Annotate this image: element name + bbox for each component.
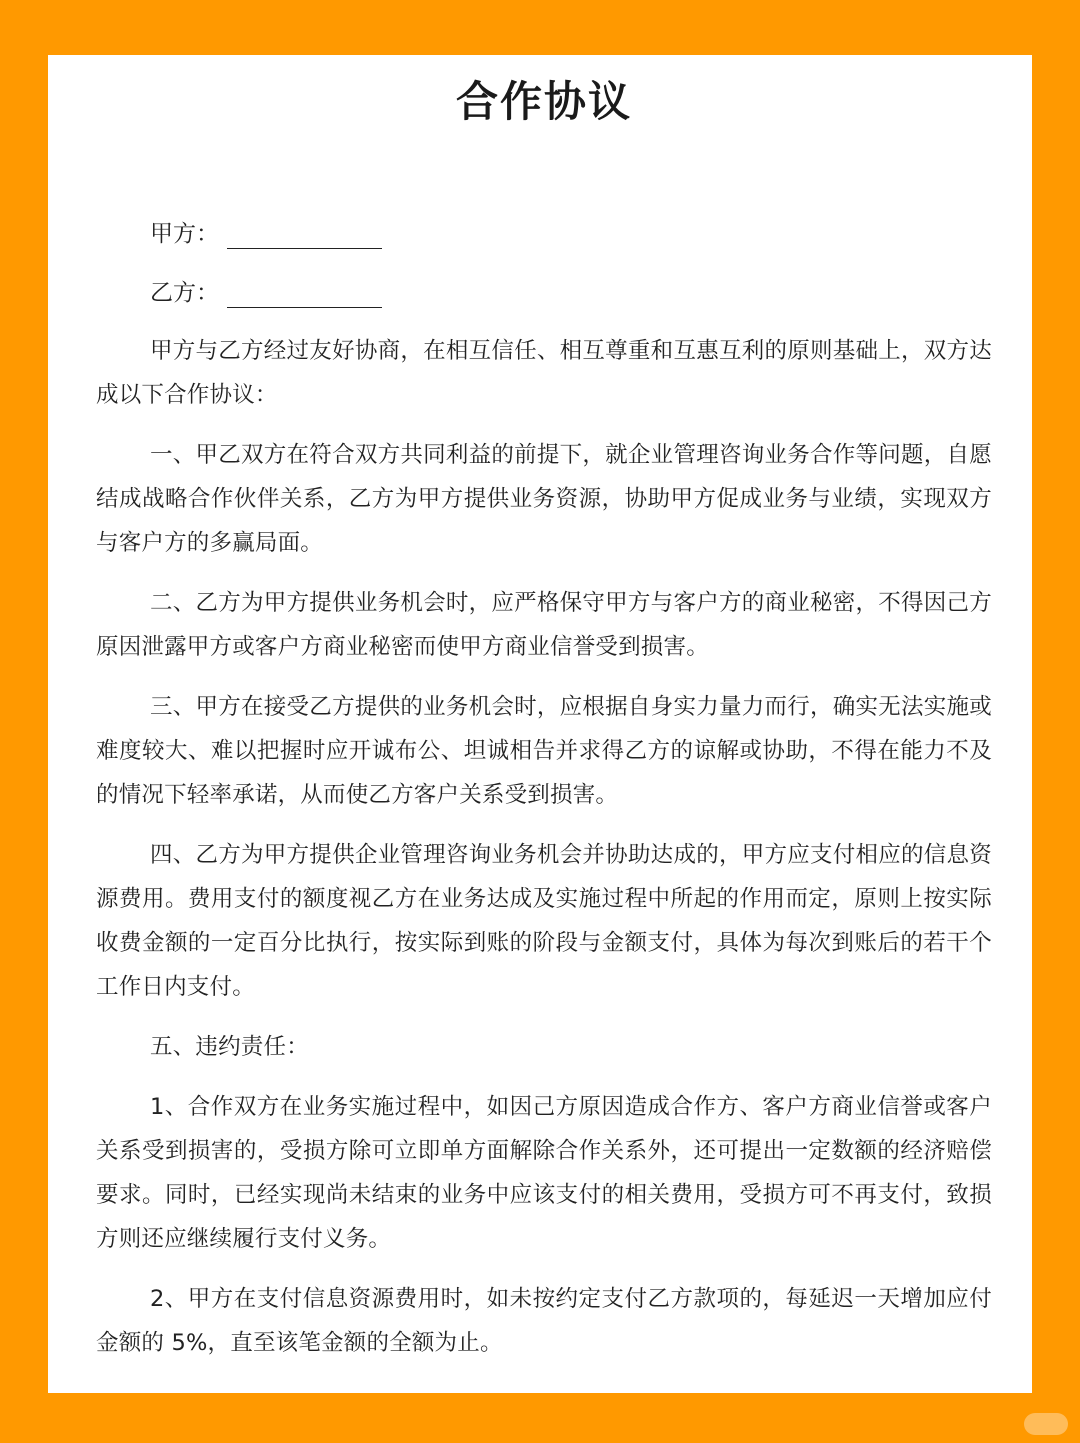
document-page — [48, 55, 1032, 1393]
clause-4: 四、乙方为甲方提供企业管理咨询业务机会并协助达成的，甲方应支付相应的信息资源费用。费用支付的额度视乙方在业务达成及实施过程中所起的作用而定，原则上按实际收费金额的一定百分比执行，按实际到账的阶段与金额支付，具体为每次到账后的若干个工作日内支付。 — [96, 842, 992, 1000]
party-b-blank — [227, 285, 382, 308]
party-a-blank — [227, 226, 382, 249]
party-b-line — [96, 278, 992, 308]
clause-5-heading: 五、违约责任： — [150, 1034, 309, 1060]
clause-5-1: 1、合作双方在业务实施过程中，如因己方原因造成合作方、客户方商业信誉或客户关系受到损害的，受损方除可立即单方面解除合作关系外，还可提出一定数额的经济赔偿要求。同时，已经实现尚未结束的业务中应该支付的相关费用，受损方可不再支付，致损方则还应继续履行支付义务。 — [96, 1094, 992, 1252]
clause-1: 一、甲乙双方在符合双方共同利益的前提下，就企业管理咨询业务合作等问题，自愿结成战略合作伙伴关系，乙方为甲方提供业务资源，协助甲方促成业务与业绩，实现双方与客户方的多赢局面。 — [96, 442, 992, 556]
watermark-badge — [1024, 1413, 1068, 1435]
party-block — [96, 219, 992, 308]
clause-3: 三、甲方在接受乙方提供的业务机会时，应根据自身实力量力而行，确实无法实施或难度较大、难以把握时应开诚布公、坦诚相告并求得乙方的谅解或协助，不得在能力不及的情况下轻率承诺，从而使乙方客户关系受到损害。 — [96, 694, 992, 808]
party-a-label: 甲方： — [150, 221, 219, 247]
clause-5-2: 2、甲方在支付信息资源费用时，如未按约定支付乙方款项的，每延迟一天增加应付金额的 5%，直至该笔金额的全额为止。 — [96, 1286, 992, 1356]
party-a-line — [96, 219, 992, 249]
clause-2: 二、乙方为甲方提供业务机会时，应严格保守甲方与客户方的商业秘密，不得因己方原因泄露甲方或客户方商业秘密而使甲方商业信誉受到损害。 — [96, 590, 992, 660]
document-title: 合作协议 — [455, 77, 632, 126]
intro-paragraph: 甲方与乙方经过友好协商，在相互信任、相互尊重和互惠互利的原则基础上，双方达成以下合作协议： — [96, 338, 992, 408]
party-b-label: 乙方： — [150, 280, 219, 306]
